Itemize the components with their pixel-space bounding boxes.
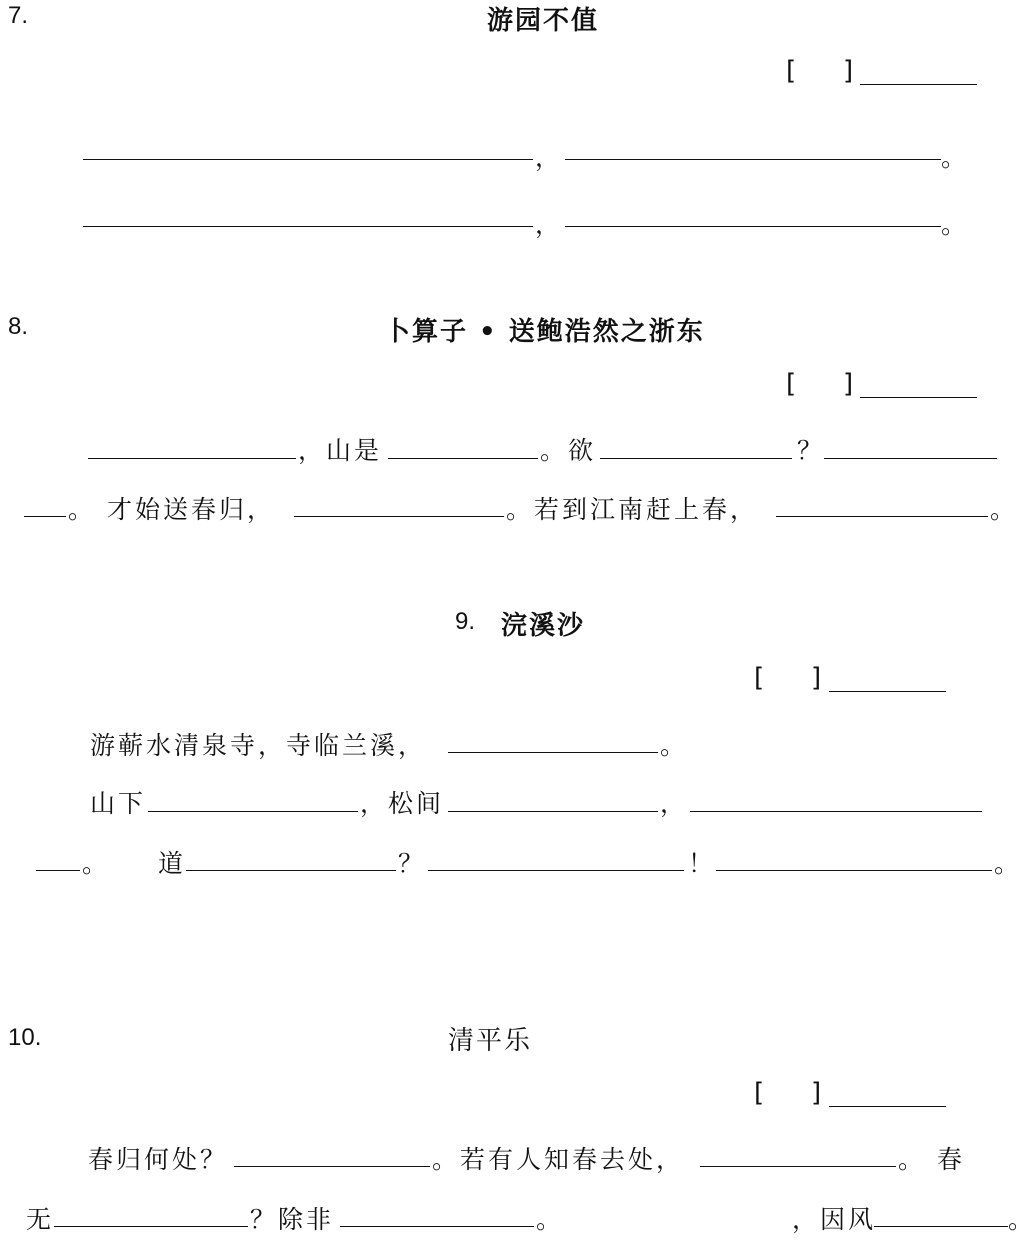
answer-blank[interactable]: [234, 1166, 430, 1167]
poem-text: ？除非: [250, 1205, 335, 1234]
poem-text: ？: [797, 436, 826, 465]
question-number-7: 7.: [8, 2, 29, 29]
poem-text: 无: [26, 1205, 55, 1234]
answer-blank[interactable]: [448, 811, 658, 812]
punctuation: ，: [535, 143, 564, 172]
answer-blank[interactable]: [700, 1166, 896, 1167]
bracket-right-10: ]: [811, 1078, 822, 1108]
poem-text: ！: [688, 849, 717, 878]
poem-text: ，松间: [360, 789, 445, 818]
poem-text: 。 才始送春归，: [68, 495, 275, 524]
poem-text: ，因风: [792, 1205, 877, 1234]
punctuation: ，: [535, 210, 564, 239]
answer-blank[interactable]: [565, 159, 941, 160]
answer-blank[interactable]: [88, 458, 296, 459]
answer-blank[interactable]: [340, 1226, 534, 1227]
poem-title-9: 浣溪沙: [501, 611, 586, 641]
answer-blank-dynasty-10[interactable]: [829, 1106, 946, 1107]
answer-blank[interactable]: [54, 1226, 248, 1227]
punctuation: 。: [941, 210, 970, 239]
answer-blank-dynasty-8[interactable]: [860, 397, 977, 398]
bracket-left-10: [: [754, 1078, 765, 1108]
poem-text: 。: [990, 495, 1019, 524]
answer-blank[interactable]: [716, 870, 992, 871]
poem-text: 。: [536, 1205, 565, 1234]
answer-blank-dynasty-7[interactable]: [860, 84, 977, 85]
question-number-10: 10.: [8, 1024, 42, 1051]
punctuation: 。: [941, 143, 970, 172]
answer-blank[interactable]: [690, 811, 982, 812]
answer-blank-dynasty-9[interactable]: [829, 691, 946, 692]
poem-title-10: 清平乐: [448, 1026, 533, 1056]
answer-blank[interactable]: [148, 811, 358, 812]
answer-blank[interactable]: [824, 458, 997, 459]
poem-text: 山下: [90, 789, 147, 818]
answer-blank[interactable]: [83, 226, 533, 227]
poem-text: ，山是: [298, 436, 383, 465]
answer-blank[interactable]: [36, 870, 80, 871]
answer-blank[interactable]: [600, 458, 792, 459]
answer-blank[interactable]: [776, 516, 988, 517]
poem-text: 春归何处？: [88, 1145, 229, 1174]
answer-blank[interactable]: [24, 516, 66, 517]
bracket-left-8: [: [786, 369, 797, 399]
poem-text: 。: [1008, 1205, 1036, 1234]
answer-blank[interactable]: [186, 870, 396, 871]
bracket-right-9: ]: [811, 663, 822, 693]
poem-title-8: 卜算子 • 送鲍浩然之浙东: [384, 317, 705, 347]
poem-title-7: 游园不值: [487, 6, 600, 36]
bracket-right-8: ]: [843, 369, 854, 399]
answer-blank[interactable]: [565, 226, 941, 227]
answer-blank[interactable]: [448, 752, 658, 753]
answer-blank[interactable]: [874, 1226, 1008, 1227]
poem-text: 道: [158, 849, 187, 878]
answer-blank[interactable]: [83, 159, 533, 160]
bracket-left-7: [: [786, 56, 797, 86]
poem-text: ，: [660, 789, 689, 818]
poem-text: 。: [82, 849, 111, 878]
bracket-left-9: [: [754, 663, 765, 693]
answer-blank[interactable]: [294, 516, 504, 517]
poem-text: ？: [398, 849, 427, 878]
answer-blank[interactable]: [428, 870, 684, 871]
poem-text: 。欲: [540, 436, 597, 465]
poem-text: 。若有人知春去处，: [432, 1145, 685, 1174]
poem-text: 游蕲水清泉寺，寺临兰溪，: [90, 731, 427, 760]
answer-blank[interactable]: [388, 458, 538, 459]
poem-text: 。: [994, 849, 1023, 878]
question-number-9: 9.: [455, 608, 476, 635]
poem-text: 。 春: [898, 1145, 965, 1174]
poem-text: 。: [660, 731, 689, 760]
bracket-right-7: ]: [843, 56, 854, 86]
poem-text: 。若到江南赶上春，: [506, 495, 759, 524]
question-number-8: 8.: [8, 313, 29, 340]
